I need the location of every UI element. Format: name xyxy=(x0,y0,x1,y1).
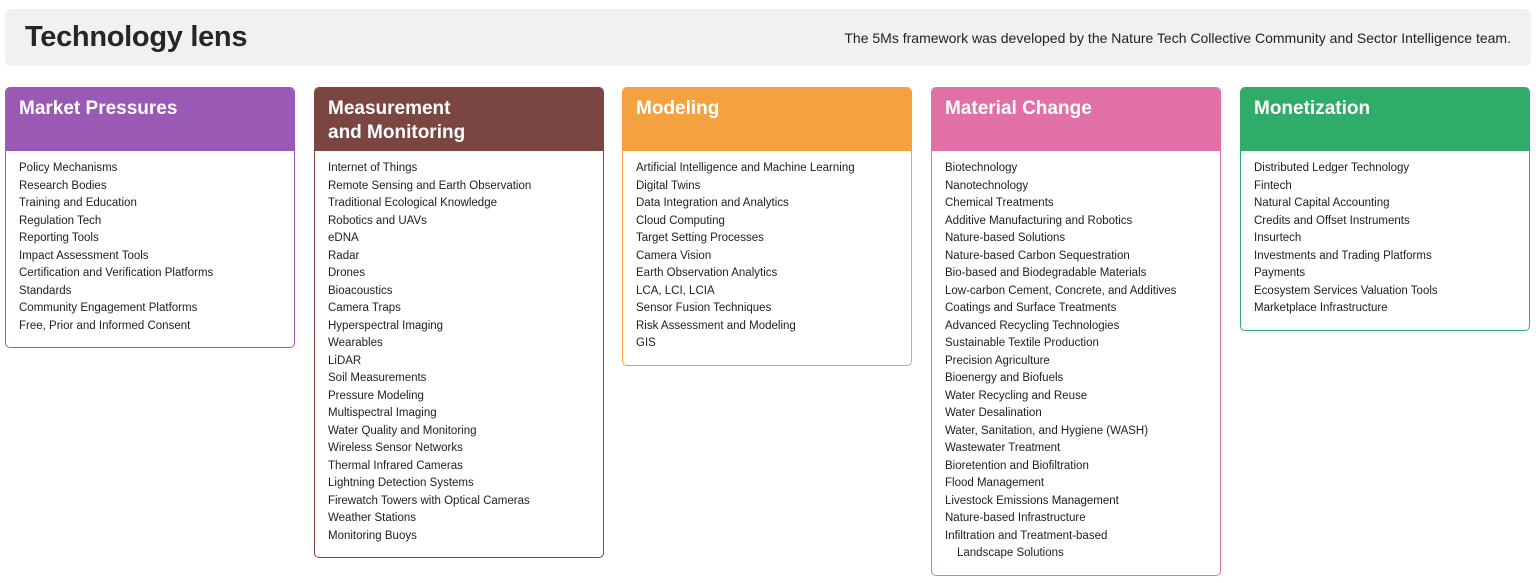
column-title: Monetization xyxy=(1254,98,1371,119)
list-item: Nature-based Carbon Sequestration xyxy=(945,249,1130,262)
list-item: Biotechnology xyxy=(945,162,1018,174)
column-items xyxy=(623,151,911,365)
list-item: Water Desalination xyxy=(945,407,1042,419)
list-item: Monitoring Buoys xyxy=(328,529,417,542)
list-item: Data Integration and Analytics xyxy=(636,197,789,209)
list-item: Free, Prior and Informed Consent xyxy=(19,319,191,332)
list-item: Water Recycling and Reuse xyxy=(945,389,1088,402)
column-title: Market Pressures xyxy=(19,98,178,119)
framework-note: The 5Ms framework was developed by the Nature Tech Collective Community and Sector Intelligence team. xyxy=(844,30,1511,46)
list-item: Coatings and Surface Treatments xyxy=(945,302,1117,314)
list-item: Camera Vision xyxy=(636,249,712,262)
column-title-line: and Monitoring xyxy=(328,122,466,143)
list-item: Digital Twins xyxy=(636,179,701,192)
list-item: Hyperspectral Imaging xyxy=(328,319,444,332)
list-item: Bioretention and Biofiltration xyxy=(945,459,1089,472)
list-item: Traditional Ecological Knowledge xyxy=(328,197,497,209)
list-item: Fintech xyxy=(1254,179,1292,192)
list-item: Sustainable Textile Production xyxy=(945,337,1099,349)
list-item: Radar xyxy=(328,249,360,262)
column-title: Material Change xyxy=(945,98,1092,119)
column-header xyxy=(623,88,911,151)
list-item: Distributed Ledger Technology xyxy=(1254,162,1410,174)
column-items xyxy=(1241,151,1529,330)
list-item: Bioacoustics xyxy=(328,284,393,297)
list-item: Water Quality and Monitoring xyxy=(328,424,477,437)
list-item: Sensor Fusion Techniques xyxy=(636,302,772,314)
list-item: Training and Education xyxy=(19,197,137,209)
column-header xyxy=(932,88,1220,151)
list-item: Cloud Computing xyxy=(636,214,725,227)
list-item: Policy Mechanisms xyxy=(19,162,118,174)
list-item: Multispectral Imaging xyxy=(328,407,437,419)
column-items xyxy=(932,151,1220,575)
list-item: Community Engagement Platforms xyxy=(19,302,198,314)
list-item: Drones xyxy=(328,267,366,279)
list-item: Low-carbon Cement, Concrete, and Additives xyxy=(945,284,1177,297)
column-items xyxy=(6,151,294,347)
list-item: Infiltration and Treatment-based xyxy=(945,529,1108,542)
list-item: Ecosystem Services Valuation Tools xyxy=(1254,284,1438,297)
list-item: Nanotechnology xyxy=(945,179,1029,192)
list-item: Wireless Sensor Networks xyxy=(328,442,463,454)
column-monetization xyxy=(1240,87,1530,331)
list-item: Landscape Solutions xyxy=(957,547,1064,559)
list-item: Flood Management xyxy=(945,477,1045,489)
column-title-line: Measurement xyxy=(328,98,451,119)
list-item: Natural Capital Accounting xyxy=(1254,197,1390,209)
list-item: Bioenergy and Biofuels xyxy=(945,372,1064,384)
list-item: Firewatch Towers with Optical Cameras xyxy=(328,494,530,507)
column-header xyxy=(315,88,603,151)
list-item: GIS xyxy=(636,337,656,349)
list-item: Research Bodies xyxy=(19,179,107,192)
list-item: Advanced Recycling Technologies xyxy=(945,319,1120,332)
column-title: Modeling xyxy=(636,98,720,119)
list-item: Reporting Tools xyxy=(19,232,99,244)
list-item: Nature-based Infrastructure xyxy=(945,512,1086,524)
column-market-pressures xyxy=(5,87,295,348)
list-item: Additive Manufacturing and Robotics xyxy=(945,214,1133,227)
list-item: Credits and Offset Instruments xyxy=(1254,214,1410,227)
list-item: Lightning Detection Systems xyxy=(328,477,474,489)
list-item: Nature-based Solutions xyxy=(945,232,1066,244)
list-item: LCA, LCI, LCIA xyxy=(636,284,715,297)
list-item: Regulation Tech xyxy=(19,214,102,227)
list-item: Artificial Intelligence and Machine Learning xyxy=(636,162,855,174)
list-item: Pressure Modeling xyxy=(328,389,424,402)
list-item: Marketplace Infrastructure xyxy=(1254,302,1388,314)
column-measurement-and-monitoring xyxy=(314,87,604,558)
page-title: Technology lens xyxy=(25,21,248,53)
column-header xyxy=(6,88,294,151)
list-item: Weather Stations xyxy=(328,512,417,524)
list-item: Thermal Infrared Cameras xyxy=(328,459,463,472)
list-item: Remote Sensing and Earth Observation xyxy=(328,179,532,192)
list-item: Soil Measurements xyxy=(328,372,427,384)
list-item: Risk Assessment and Modeling xyxy=(636,319,796,332)
list-item: Precision Agriculture xyxy=(945,354,1050,367)
list-item: LiDAR xyxy=(328,354,362,367)
list-item: Livestock Emissions Management xyxy=(945,494,1119,507)
list-item: Water, Sanitation, and Hygiene (WASH) xyxy=(945,424,1149,437)
list-item: Payments xyxy=(1254,267,1306,279)
list-item: Internet of Things xyxy=(328,162,418,174)
list-item: Investments and Trading Platforms xyxy=(1254,249,1432,262)
list-item: Impact Assessment Tools xyxy=(19,249,149,262)
column-material-change xyxy=(931,87,1221,576)
list-item: Camera Traps xyxy=(328,302,401,314)
list-item: Earth Observation Analytics xyxy=(636,267,778,279)
column-header xyxy=(1241,88,1529,151)
list-item: Standards xyxy=(19,284,72,297)
list-item: Target Setting Processes xyxy=(636,232,764,244)
list-item: Wastewater Treatment xyxy=(945,442,1061,454)
list-item: Certification and Verification Platforms xyxy=(19,267,214,279)
column-items xyxy=(315,151,603,557)
list-item: eDNA xyxy=(328,232,359,244)
list-item: Bio-based and Biodegradable Materials xyxy=(945,267,1147,279)
list-item: Chemical Treatments xyxy=(945,197,1054,209)
list-item: Wearables xyxy=(328,337,383,349)
list-item: Insurtech xyxy=(1254,232,1302,244)
list-item: Robotics and UAVs xyxy=(328,214,427,227)
column-modeling xyxy=(622,87,912,366)
header-banner xyxy=(5,9,1531,66)
